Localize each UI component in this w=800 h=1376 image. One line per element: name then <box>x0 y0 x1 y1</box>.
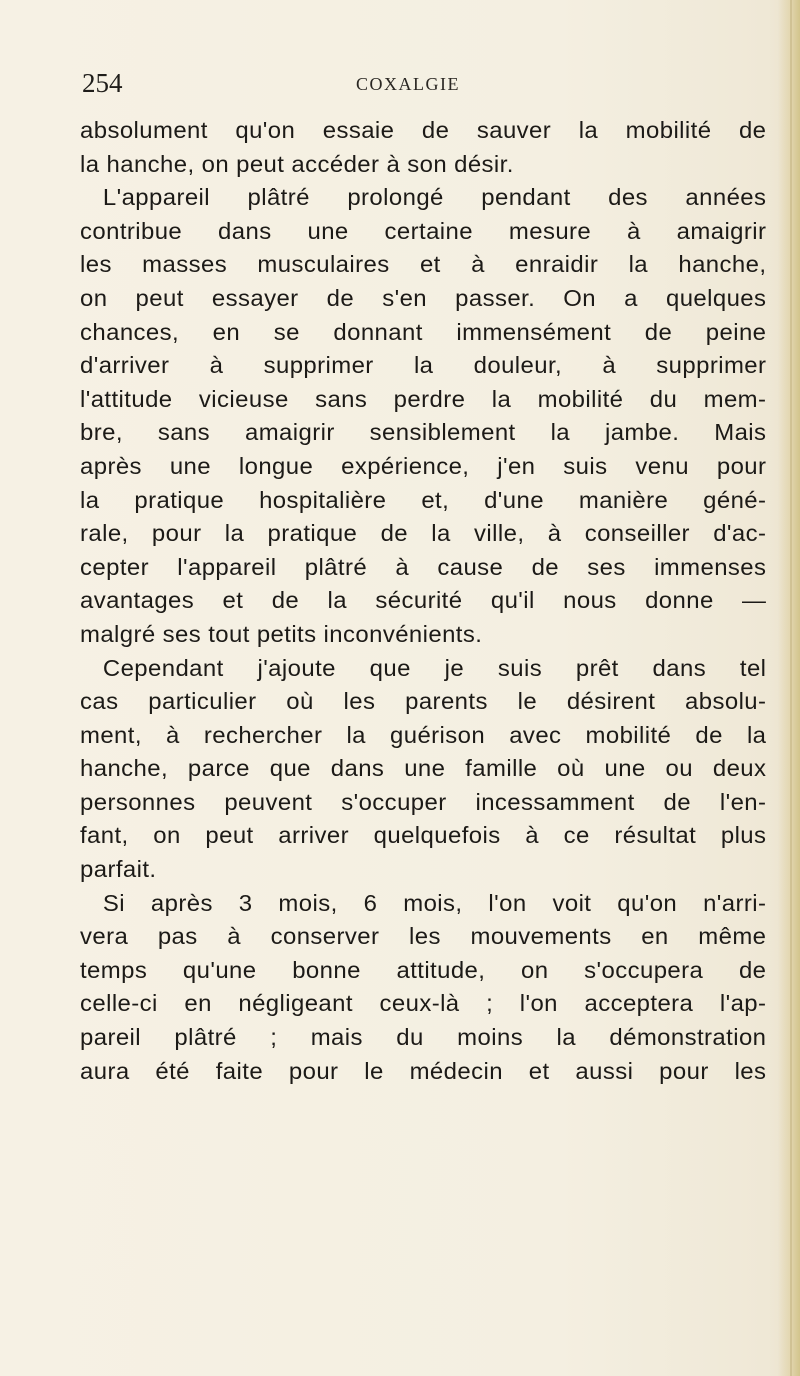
text-line: cas particulier où les parents le désirent absolu- <box>80 688 767 715</box>
text-line: personnes peuvent s'occuper incessamment de l'en- <box>80 788 767 815</box>
text-line: cepter l'appareil plâtré à cause de ses immenses <box>80 553 767 580</box>
text-line: malgré ses tout petits inconvénients. <box>80 620 483 647</box>
text-line: L'appareil plâtré prolongé pendant des années <box>102 184 767 211</box>
text-line: ment, à rechercher la guérison avec mobilité de la <box>80 721 767 748</box>
running-head: COXALGIE <box>356 74 460 94</box>
page-edge-shadow <box>778 0 800 1376</box>
text-line: temps qu'une bonne attitude, on s'occupera de <box>80 956 767 983</box>
text-line: avantages et de la sécurité qu'il nous donne — <box>80 587 767 614</box>
text-line: parfait. <box>80 856 157 883</box>
text-line: chances, en se donnant immensément de peine <box>80 318 767 345</box>
text-line: la hanche, on peut accéder à son désir. <box>80 150 514 177</box>
text-line: après une longue expérience, j'en suis venu pour <box>80 452 767 479</box>
text-line: hanche, parce que dans une famille où une ou deux <box>80 755 767 782</box>
text-line: vera pas à conserver les mouvements en même <box>80 923 767 950</box>
page-edge-line <box>790 0 792 1376</box>
text-line: contribue dans une certaine mesure à amaigrir <box>80 217 767 244</box>
page-header <box>82 68 722 98</box>
text-line: Si après 3 mois, 6 mois, l'on voit qu'on n'arri- <box>102 889 767 916</box>
text-line: pareil plâtré ; mais du moins la démonstration <box>80 1024 767 1051</box>
body-text <box>80 114 766 1088</box>
text-line: on peut essayer de s'en passer. On a quelques <box>80 284 767 311</box>
text-line: bre, sans amaigrir sensiblement la jambe. Mais <box>80 419 767 446</box>
text-line: la pratique hospitalière et, d'une manière géné- <box>80 486 767 513</box>
text-line: les masses musculaires et à enraidir la hanche, <box>80 251 767 278</box>
text-line: absolument qu'on essaie de sauver la mobilité de <box>80 117 767 143</box>
text-line: rale, pour la pratique de la ville, à conseiller d'ac- <box>80 520 767 547</box>
page-number: 254 <box>82 68 123 98</box>
text-line: Cependant j'ajoute que je suis prêt dans tel <box>102 654 767 681</box>
text-line: d'arriver à supprimer la douleur, à supprimer <box>80 352 767 379</box>
text-line: aura été faite pour le médecin et aussi pour les <box>80 1057 767 1084</box>
text-line: fant, on peut arriver quelquefois à ce résultat plus <box>80 822 767 849</box>
text-line: l'attitude vicieuse sans perdre la mobilité du mem- <box>80 385 767 412</box>
text-line: celle-ci en négligeant ceux-là ; l'on acceptera l'ap- <box>80 990 767 1017</box>
